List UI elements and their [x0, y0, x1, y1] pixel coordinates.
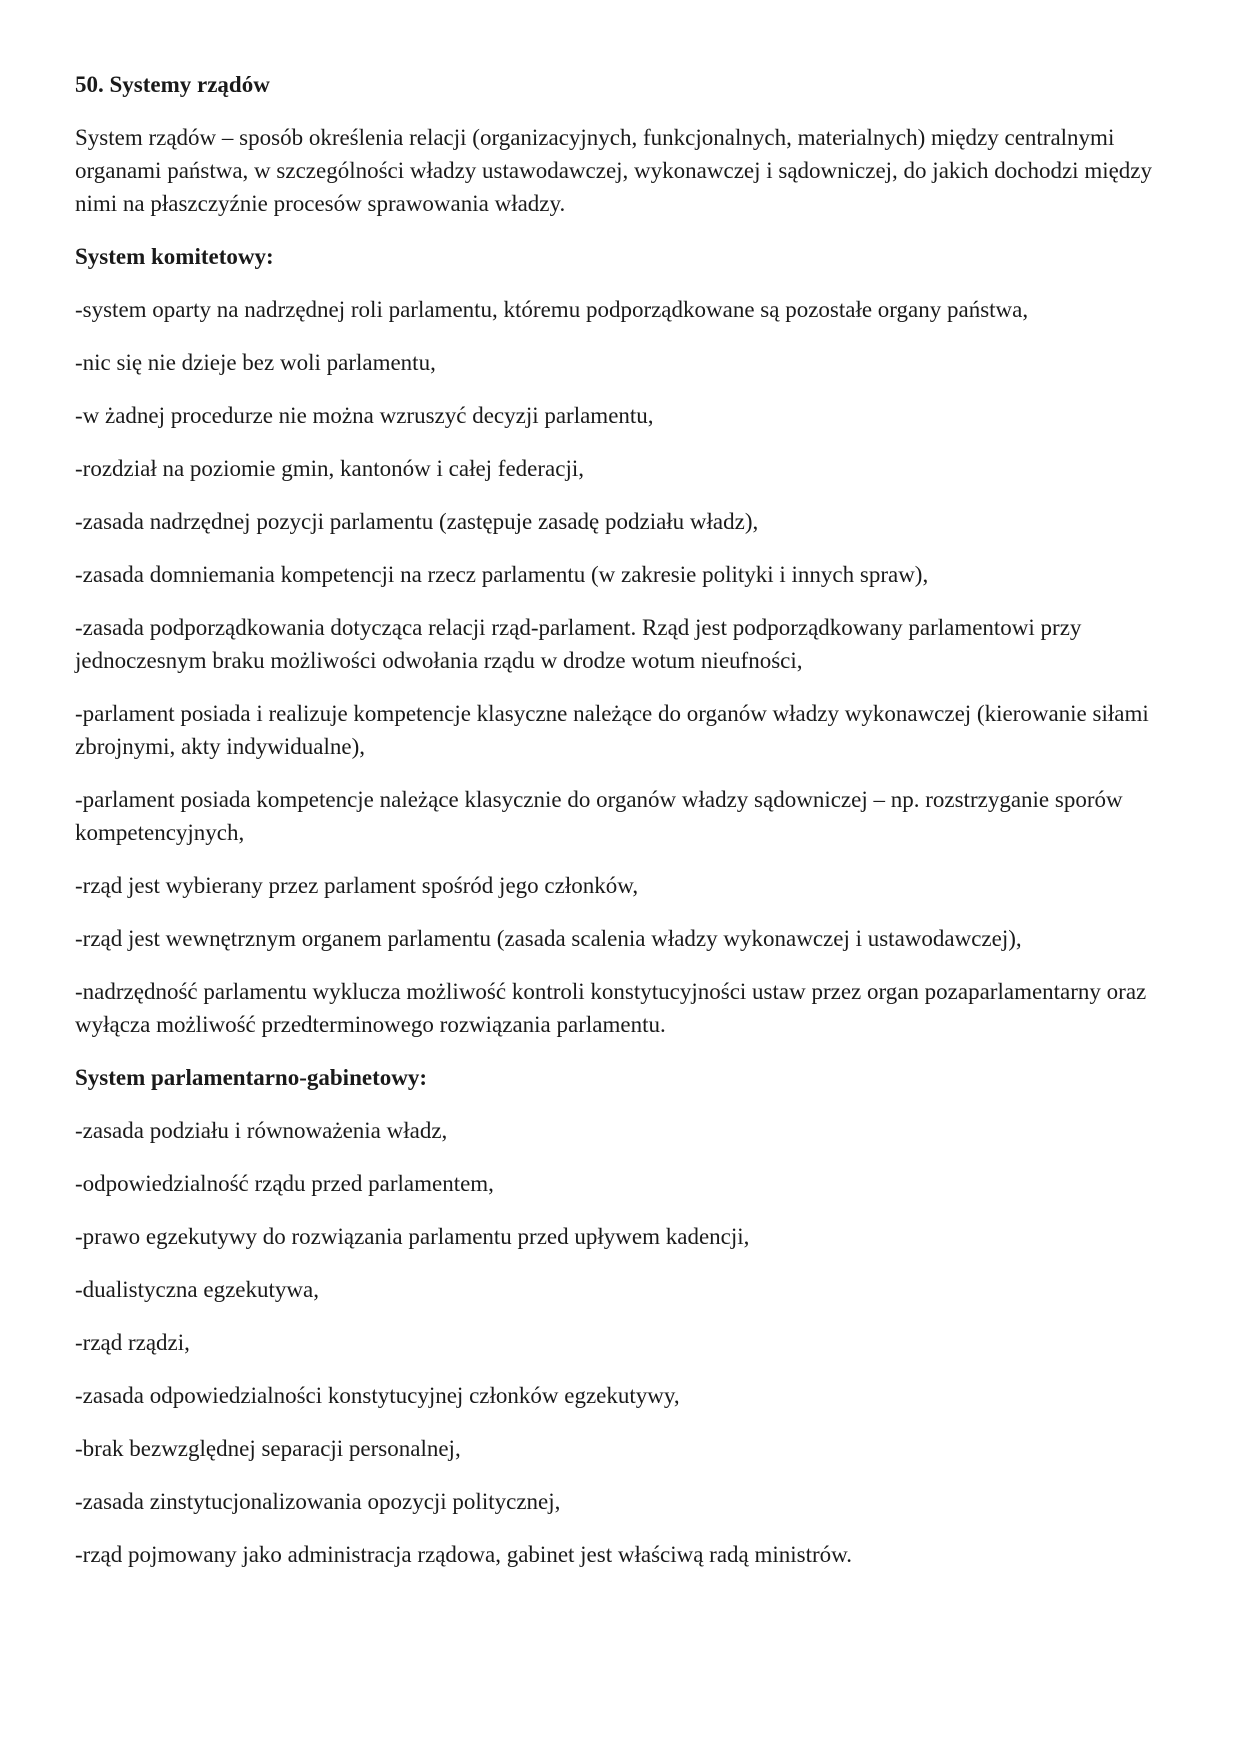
list-item: -rząd rządzi, — [75, 1330, 190, 1355]
intro-paragraph: System rządów – sposób określenia relacji (organizacyjnych, funkcjonalnych, materialnych) między centralnymi organami państwa, w szczególności władzy ustawodawczej, wykonawczej i sądowniczej, do jakich dochodzi między nimi na płaszczyźnie procesów sprawowania władzy. — [75, 125, 1153, 216]
list-item: -prawo egzekutywy do rozwiązania parlamentu przed upływem kadencji, — [75, 1224, 750, 1249]
list-item: -parlament posiada kompetencje należące klasycznie do organów władzy sądowniczej – np. rozstrzyganie sporów kompetencyjnych, — [75, 787, 1123, 845]
list-item: -zasada odpowiedzialności konstytucyjnej członków egzekutywy, — [75, 1383, 680, 1408]
list-item: -zasada podporządkowania dotycząca relacji rząd-parlament. Rząd jest podporządkowany parlamentowi przy jednoczesnym braku możliwości odwołania rządu w drodze wotum nieufności, — [75, 615, 1082, 673]
list-item: -brak bezwzględnej separacji personalnej, — [75, 1436, 461, 1461]
list-item: -zasada domniemania kompetencji na rzecz parlamentu (w zakresie polityki i innych spraw), — [75, 562, 929, 587]
list-item: -zasada podziału i równoważenia władz, — [75, 1118, 448, 1143]
list-item: -zasada zinstytucjonalizowania opozycji politycznej, — [75, 1489, 561, 1514]
section-heading: System komitetowy: — [75, 244, 274, 269]
section-heading: System parlamentarno-gabinetowy: — [75, 1065, 427, 1090]
section-parliamentary-cabinet-system — [75, 1061, 1160, 1571]
list-item: -parlament posiada i realizuje kompetencje klasyczne należące do organów władzy wykonawczej (kierowanie siłami zbrojnymi, akty indywidualne), — [75, 701, 1149, 759]
list-item: -system oparty na nadrzędnej roli parlamentu, któremu podporządkowane są pozostałe organy państwa, — [75, 297, 1029, 322]
list-item: -dualistyczna egzekutywa, — [75, 1277, 319, 1302]
list-item: -zasada nadrzędnej pozycji parlamentu (zastępuje zasadę podziału władz), — [75, 509, 759, 534]
list-item: -w żadnej procedurze nie można wzruszyć decyzji parlamentu, — [75, 403, 654, 428]
list-item: -odpowiedzialność rządu przed parlamentem, — [75, 1171, 494, 1196]
document-title: 50. Systemy rządów — [75, 72, 270, 97]
document-page — [75, 68, 1160, 1591]
list-item: -nadrzędność parlamentu wyklucza możliwość kontroli konstytucyjności ustaw przez organ pozaparlamentarny oraz wyłącza możliwość przedterminowego rozwiązania parlamentu. — [75, 979, 1147, 1037]
list-item: -rząd pojmowany jako administracja rządowa, gabinet jest właściwą radą ministrów. — [75, 1542, 853, 1567]
list-item: -rozdział na poziomie gmin, kantonów i całej federacji, — [75, 456, 584, 481]
list-item: -nic się nie dzieje bez woli parlamentu, — [75, 350, 436, 375]
section-committee-system — [75, 240, 1160, 1041]
list-item: -rząd jest wewnętrznym organem parlamentu (zasada scalenia władzy wykonawczej i ustawodawczej), — [75, 926, 1022, 951]
list-item: -rząd jest wybierany przez parlament spośród jego członków, — [75, 873, 639, 898]
